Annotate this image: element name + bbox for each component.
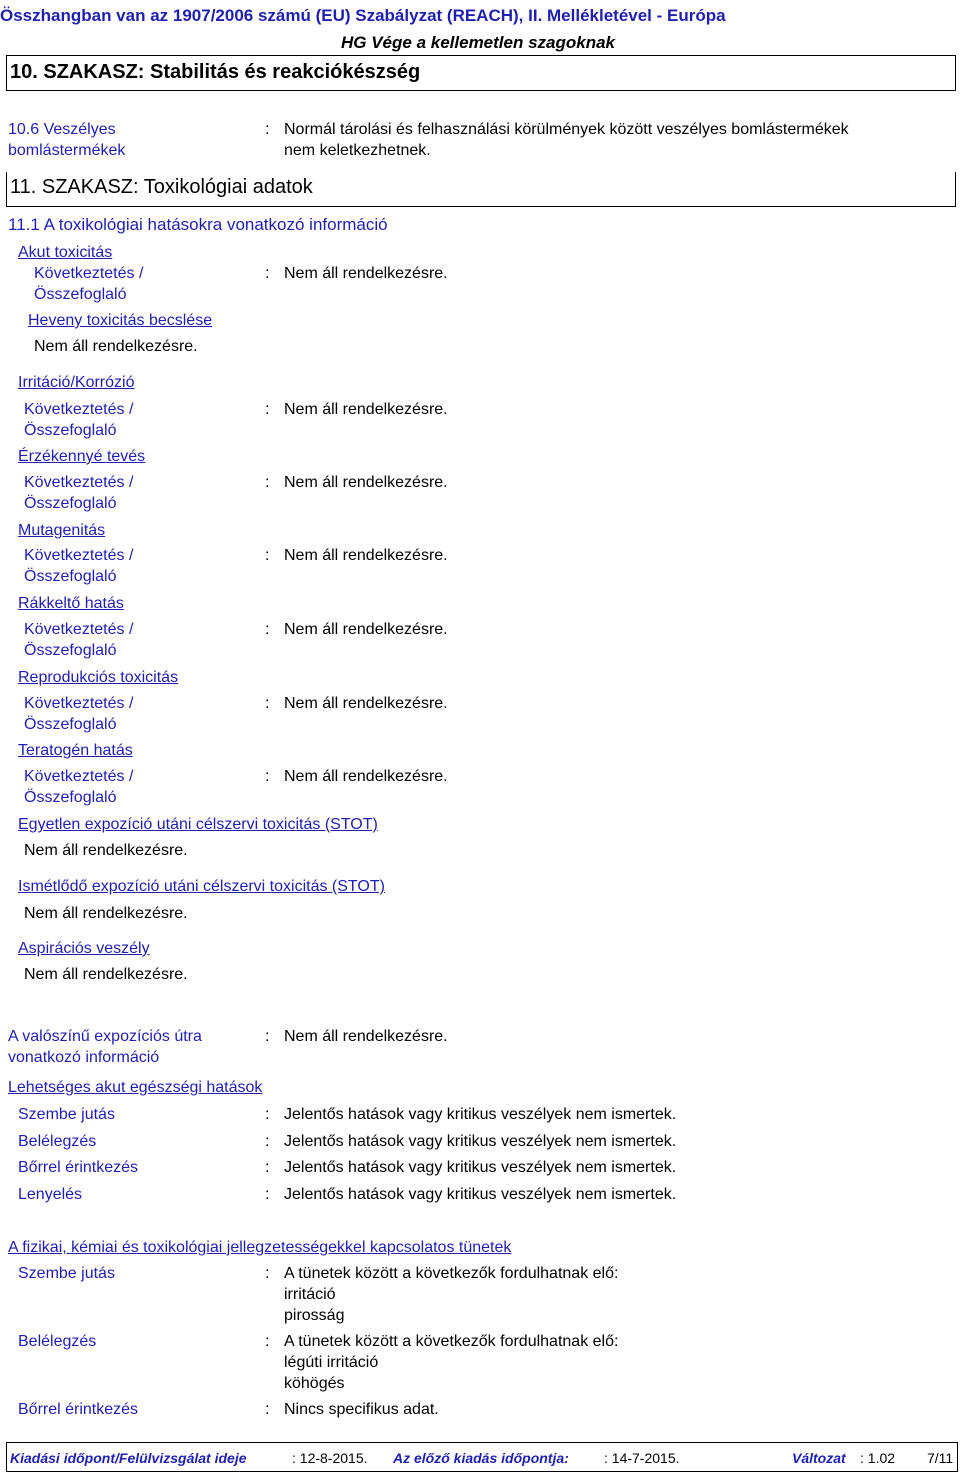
colon: : — [265, 1401, 270, 1418]
conclusion-label-line2: Összefoglaló — [24, 716, 117, 733]
mutagenicity-value: Nem áll rendelkezésre. — [284, 547, 448, 564]
exposure-route-value: Nem áll rendelkezésre. — [284, 1028, 448, 1045]
section-11-heading: 11. SZAKASZ: Toxikológiai adatok — [10, 176, 313, 198]
reproductive-toxicity-heading: Reprodukciós toxicitás — [18, 669, 179, 686]
carcinogenicity-value: Nem áll rendelkezésre. — [284, 621, 448, 638]
symptoms-inhalation-item-1: légúti irritáció — [284, 1354, 379, 1371]
inhalation-value: Jelentős hatások vagy kritikus veszélyek nem ismertek. — [284, 1133, 677, 1150]
colon: : — [265, 1028, 270, 1045]
conclusion-label-line2: Összefoglaló — [24, 422, 117, 439]
stot-single-heading: Egyetlen expozíció utáni célszervi toxicitás (STOT) — [18, 816, 378, 833]
symptoms-eye-label: Szembe jutás — [18, 1265, 115, 1282]
page-number: 7/11 — [927, 1450, 954, 1466]
irritation-value: Nem áll rendelkezésre. — [284, 401, 448, 418]
symptoms-inhalation-intro: A tünetek között a következők fordulhatnak elő: — [284, 1333, 619, 1350]
exposure-route-label-line2: vonatkozó információ — [8, 1049, 160, 1066]
symptoms-skin-value: Nincs specifikus adat. — [284, 1401, 439, 1418]
inhalation-label: Belélegzés — [18, 1133, 97, 1150]
teratogenic-value: Nem áll rendelkezésre. — [284, 768, 448, 785]
conclusion-label-line2: Összefoglaló — [24, 568, 117, 585]
colon: : — [265, 1186, 270, 1203]
colon: : — [265, 1106, 270, 1123]
symptoms-skin-label: Bőrrel érintkezés — [18, 1401, 139, 1418]
conclusion-label-line1: Következtetés / — [24, 695, 134, 712]
eye-contact-label: Szembe jutás — [18, 1106, 115, 1123]
section-10-heading-box — [6, 55, 956, 91]
version-value: : 1.02 — [860, 1450, 896, 1466]
conclusion-label-line1: Következtetés / — [24, 621, 134, 638]
symptoms-inhalation-item-2: köhögés — [284, 1375, 345, 1392]
exposure-route-label-line1: A valószínű expozíciós útra — [8, 1028, 202, 1045]
section-10-heading: 10. SZAKASZ: Stabilitás és reakciókészség — [10, 61, 421, 83]
colon: : — [265, 265, 270, 282]
eye-contact-value: Jelentős hatások vagy kritikus veszélyek nem ismertek. — [284, 1106, 677, 1123]
colon: : — [265, 401, 270, 418]
colon: : — [265, 695, 270, 712]
product-name: HG Vége a kellemetlen szagoknak — [341, 33, 616, 52]
conclusion-label-line1: Következtetés / — [24, 768, 134, 785]
document-footer — [6, 1442, 958, 1472]
skin-contact-value: Jelentős hatások vagy kritikus veszélyek nem ismertek. — [284, 1159, 677, 1176]
colon: : — [265, 768, 270, 785]
acute-toxicity-estimate-value: Nem áll rendelkezésre. — [34, 338, 198, 355]
carcinogenicity-heading: Rákkeltő hatás — [18, 595, 124, 612]
acute-toxicity-value: Nem áll rendelkezésre. — [284, 265, 448, 282]
acute-toxicity-estimate-heading: Heveny toxicitás becslése — [28, 312, 213, 329]
conclusion-label-line2: Összefoglaló — [24, 495, 117, 512]
reproductive-toxicity-value: Nem áll rendelkezésre. — [284, 695, 448, 712]
skin-contact-label: Bőrrel érintkezés — [18, 1159, 139, 1176]
colon: : — [265, 474, 270, 491]
conclusion-label-line1: Következtetés / — [34, 265, 144, 282]
aspiration-heading: Aspirációs veszély — [18, 940, 150, 957]
colon: : — [265, 1265, 270, 1282]
stot-repeated-value: Nem áll rendelkezésre. — [24, 905, 188, 922]
conclusion-label-line2: Összefoglaló — [24, 642, 117, 659]
hazardous-decomposition-value-line2: nem keletkezhetnek. — [284, 142, 431, 159]
conclusion-label-line1: Következtetés / — [24, 401, 134, 418]
colon: : — [265, 121, 270, 138]
symptoms-heading: A fizikai, kémiai és toxikológiai jellegzetességekkel kapcsolatos tünetek — [8, 1239, 512, 1256]
colon: : — [265, 1133, 270, 1150]
symptoms-eye-item-1: irritáció — [284, 1286, 336, 1303]
conclusion-label-line1: Következtetés / — [24, 474, 134, 491]
stot-single-value: Nem áll rendelkezésre. — [24, 842, 188, 859]
ingestion-value: Jelentős hatások vagy kritikus veszélyek nem ismertek. — [284, 1186, 677, 1203]
aspiration-value: Nem áll rendelkezésre. — [24, 966, 188, 983]
toxicology-subheading: 11.1 A toxikológiai hatásokra vonatkozó információ — [8, 215, 388, 234]
conclusion-label-line2: Összefoglaló — [24, 789, 117, 806]
symptoms-eye-item-2: pirosság — [284, 1307, 345, 1324]
ingestion-label: Lenyelés — [18, 1186, 83, 1203]
document-regulation-title: Összhangban van az 1907/2006 számú (EU) Szabályzat (REACH), II. Mellékletével - Európa — [0, 6, 726, 25]
previous-issue-value: : 14-7-2015. — [604, 1450, 680, 1466]
colon: : — [265, 1333, 270, 1350]
conclusion-label-line2: Összefoglaló — [34, 286, 127, 303]
symptoms-inhalation-label: Belélegzés — [18, 1333, 97, 1350]
section-11-heading-box — [6, 172, 956, 207]
mutagenicity-heading: Mutagenitás — [18, 522, 106, 539]
symptoms-eye-intro: A tünetek között a következők fordulhatnak elő: — [284, 1265, 619, 1282]
acute-toxicity-heading: Akut toxicitás — [18, 244, 113, 261]
version-label: Változat — [792, 1450, 846, 1466]
issue-date-label: Kiadási időpont/Felülvizsgálat ideje — [10, 1450, 247, 1466]
conclusion-label-line1: Következtetés / — [24, 547, 134, 564]
colon: : — [265, 547, 270, 564]
hazardous-decomposition-label-line1: 10.6 Veszélyes — [8, 121, 116, 138]
hazardous-decomposition-label-line2: bomlástermékek — [8, 142, 126, 159]
teratogenic-heading: Teratogén hatás — [18, 742, 133, 759]
previous-issue-label: Az előző kiadás időpontja: — [393, 1450, 569, 1466]
issue-date-value: : 12-8-2015. — [292, 1450, 368, 1466]
colon: : — [265, 621, 270, 638]
stot-repeated-heading: Ismétlődő expozíció utáni célszervi toxicitás (STOT) — [18, 878, 385, 895]
sensitization-value: Nem áll rendelkezésre. — [284, 474, 448, 491]
sensitization-heading: Érzékennyé tevés — [18, 448, 146, 465]
irritation-heading: Irritáció/Korrózió — [18, 374, 135, 391]
acute-health-effects-heading: Lehetséges akut egészségi hatások — [8, 1079, 263, 1096]
hazardous-decomposition-value-line1: Normál tárolási és felhasználási körülmények között veszélyes bomlástermékek — [284, 121, 849, 138]
colon: : — [265, 1159, 270, 1176]
